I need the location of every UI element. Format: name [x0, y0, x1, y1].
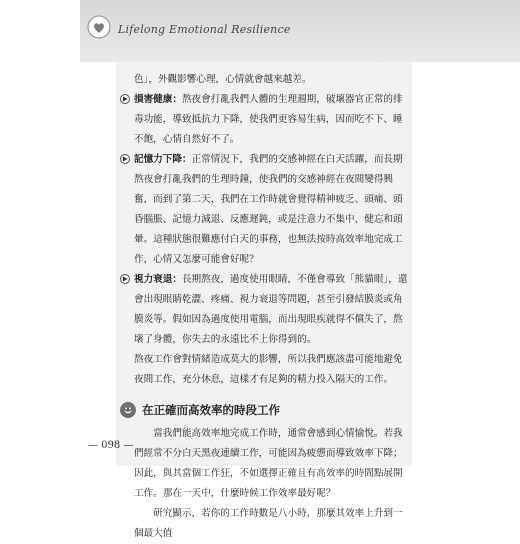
- summary-paragraph: 熬夜工作會對情緒造成莫大的影響，所以我們應該盡可能地避免夜間工作，充分休息，這樣才有足夠的精力投入隔天的工作。: [134, 354, 403, 385]
- bullet-memory: [120, 150, 410, 270]
- section-paragraph: 當我們能高效率地完成工作時，通常會感到心情愉悅。若我們經常不分白天黑夜連續工作，可能因為疲憊而導致效率下降；因此，與其當個工作狂，不如選擇正確且有高效率的時間點展開工作。那在一天中，什麼時候工作效率最好呢？: [134, 428, 403, 499]
- play-bullet-icon: [120, 154, 130, 164]
- bullet-vision: [120, 270, 410, 350]
- section-heading: [120, 400, 410, 420]
- bullet-term: 損害健康：: [134, 94, 182, 105]
- bullet-term: 記憶力下降：: [134, 154, 192, 165]
- play-bullet-icon: [120, 94, 130, 104]
- bullet-text: 正常情況下，我們的交感神經在白天活躍，而長期熬夜會打亂我們的生理時鐘，使我們的交感神經在夜間變得興奮，而到了第二天，我們在工作時就會覺得精神疲乏、頭痛、頭昏腦脹、記憶力減退、反應遲鈍，或是注意力不集中、健忘和頭暈。這種狀態很難應付白天的事務，也無法按時高效率地完成工作，心情又怎麼可能會好呢？: [134, 154, 403, 265]
- section-paragraph: 研究顯示，若你的工作時數是八小時，那麼其效率上升到一個最大值: [134, 508, 403, 539]
- page-content: [120, 70, 410, 544]
- smiley-icon: [120, 402, 136, 418]
- lead-text: 色」，外觀影響心理，心情就會越來越差。: [134, 74, 312, 85]
- page-number: — 098 —: [88, 440, 134, 451]
- bullet-text: 熬夜會打亂我們人體的生理週期，破壞器官正常的排毒功能，導致抵抗力下降，使我們更容易生病，因而吃不下、睡不飽，心情自然好不了。: [134, 94, 403, 145]
- book-logo-icon: [86, 14, 112, 40]
- bullet-text: 長期熬夜，過度使用眼睛，不僅會導致「熊貓眼」，還會出現眼睛乾澀、疼痛、視力衰退等問題，甚至引發結膜炎或角膜炎等。假如因為過度使用電腦，而出現眼疾就得不償失了，熬壞了身體，你失去的永遠比不上你得到的。: [134, 274, 408, 345]
- section-title: 在正確而高效率的時段工作: [142, 403, 280, 417]
- play-bullet-icon: [120, 274, 130, 284]
- header-title: Lifelong Emotional Resilience: [118, 23, 291, 36]
- bullet-health: [120, 90, 410, 150]
- bullet-term: 視力衰退：: [134, 274, 182, 285]
